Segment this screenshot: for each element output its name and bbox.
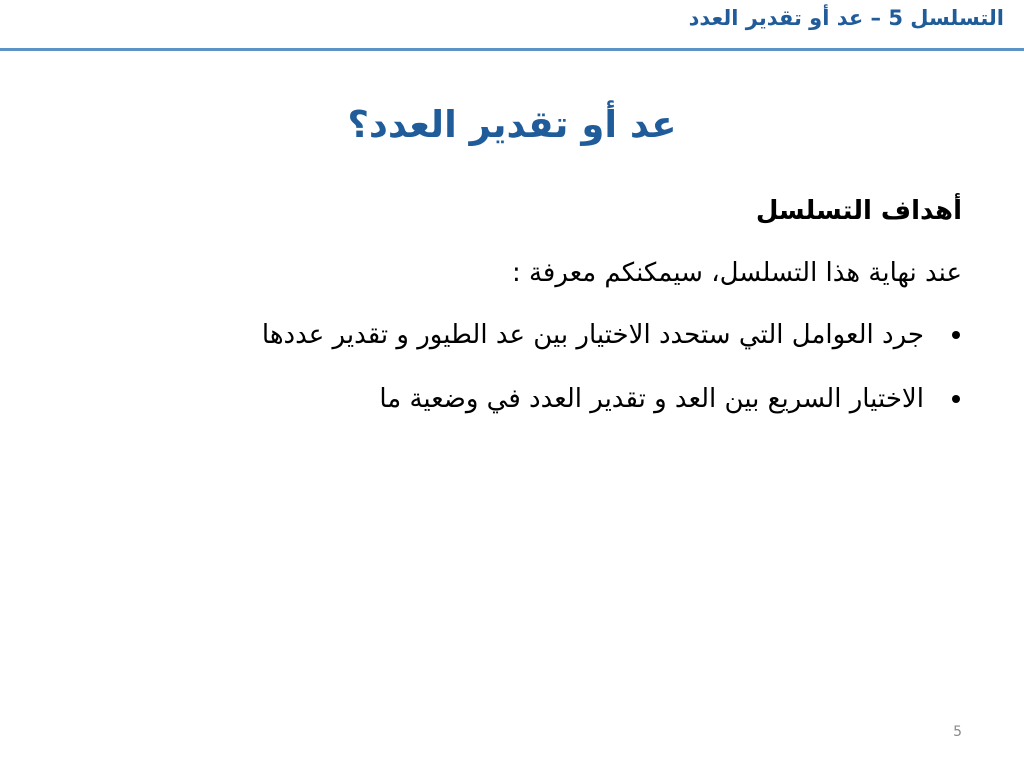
list-item-text: جرد العوامل التي ستحدد الاختيار بين عد الطيور و تقدير عددها — [261, 320, 924, 350]
bullet-dot-icon — [952, 331, 960, 339]
page-number: 5 — [953, 724, 962, 740]
slide-title: عد أو تقدير العدد؟ — [347, 103, 677, 146]
objectives-list — [62, 312, 962, 422]
header-divider — [0, 48, 1024, 51]
objectives-heading: أهداف التسلسل — [755, 196, 962, 226]
bullet-dot-icon — [952, 395, 960, 403]
list-item — [62, 376, 962, 422]
header-title: التسلسل 5 – عد أو تقدير العدد — [688, 6, 1004, 30]
intro-text: عند نهاية هذا التسلسل، سيمكنكم معرفة : — [511, 258, 962, 288]
list-item-text: الاختيار السريع بين العد و تقدير العدد في وضعية ما — [379, 384, 924, 414]
slide-content — [62, 188, 962, 440]
list-item — [62, 312, 962, 358]
slide-header — [0, 0, 1024, 48]
